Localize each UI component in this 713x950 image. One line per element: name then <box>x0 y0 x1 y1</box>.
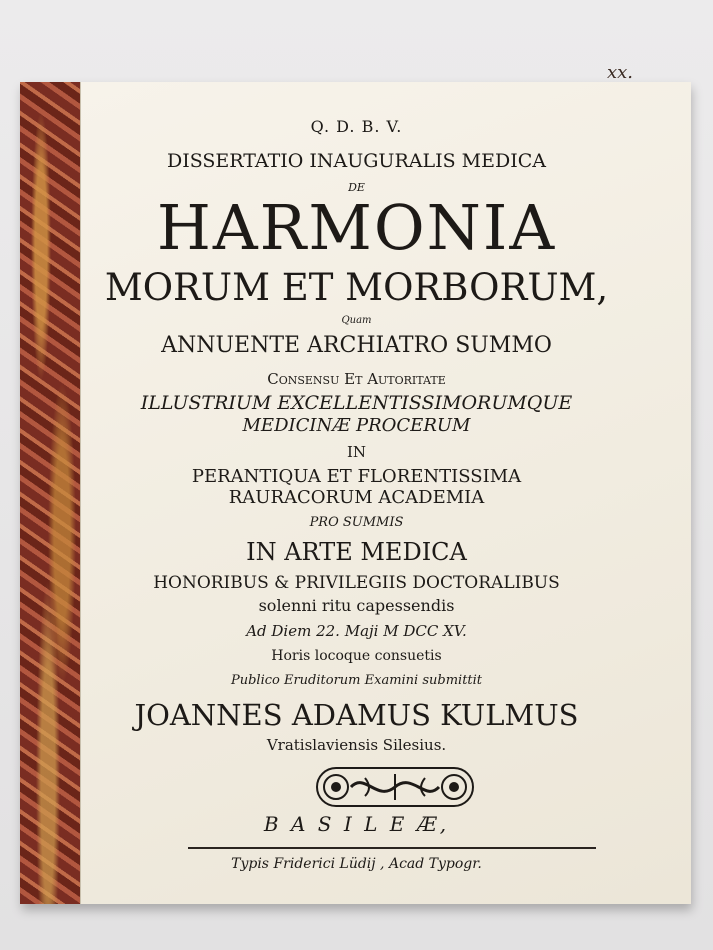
typis-line: Typis Friderici Lüdij , Acad Typogr. <box>231 856 482 872</box>
honoribus-line: HONORIBUS & PRIVILEGIIS DOCTORALIBUS <box>153 573 560 593</box>
illustrium-line: ILLUSTRIUM EXCELLENTISSIMORUMQUE <box>140 392 573 414</box>
de-line: DE <box>348 181 365 194</box>
harmonia-title: HARMONIA <box>156 191 557 264</box>
joannes-line: JOANNES ADAMUS KULMUS <box>134 698 579 732</box>
consensu-line: Consensu Et Autoritate <box>267 370 446 388</box>
dissertatio-line: DISSERTATIO INAUGURALIS MEDICA <box>167 150 546 172</box>
perantiqua-line: PERANTIQUA ET FLORENTISSIMA <box>191 466 522 487</box>
horis-line: Horis locoque consuetis <box>271 648 442 664</box>
solenni-line: solenni ritu capessendis <box>258 596 455 615</box>
rauracorum-line: RAURACORUM ACADEMIA <box>228 487 485 508</box>
floral-ornament-icon <box>315 766 475 808</box>
ad-diem-line: Ad Diem 22. Maji M DCC XV. <box>246 622 467 640</box>
pro-summis-line: PRO SUMMIS <box>309 515 404 530</box>
medicinae-line: MEDICINÆ PROCERUM <box>242 415 471 436</box>
in-arte-line: IN ARTE MEDICA <box>246 538 467 566</box>
publico-line: Publico Eruditorum Examini submittit <box>230 673 483 688</box>
in-line: IN <box>346 443 367 461</box>
divider-rule <box>188 847 596 849</box>
vratislaviensis-line: Vratislaviensis Silesius. <box>266 736 447 754</box>
qdbv-line: Q. D. B. V. <box>310 117 403 136</box>
morum-title: MORUM ET MORBORUM, <box>104 266 609 309</box>
quam-line: Quam <box>341 315 372 326</box>
corner-mark: xx. <box>606 62 633 83</box>
basileae-line: B A S I L E Æ, <box>263 812 450 836</box>
annuente-line: ANNUENTE ARCHIATRO SUMMO <box>161 333 552 358</box>
